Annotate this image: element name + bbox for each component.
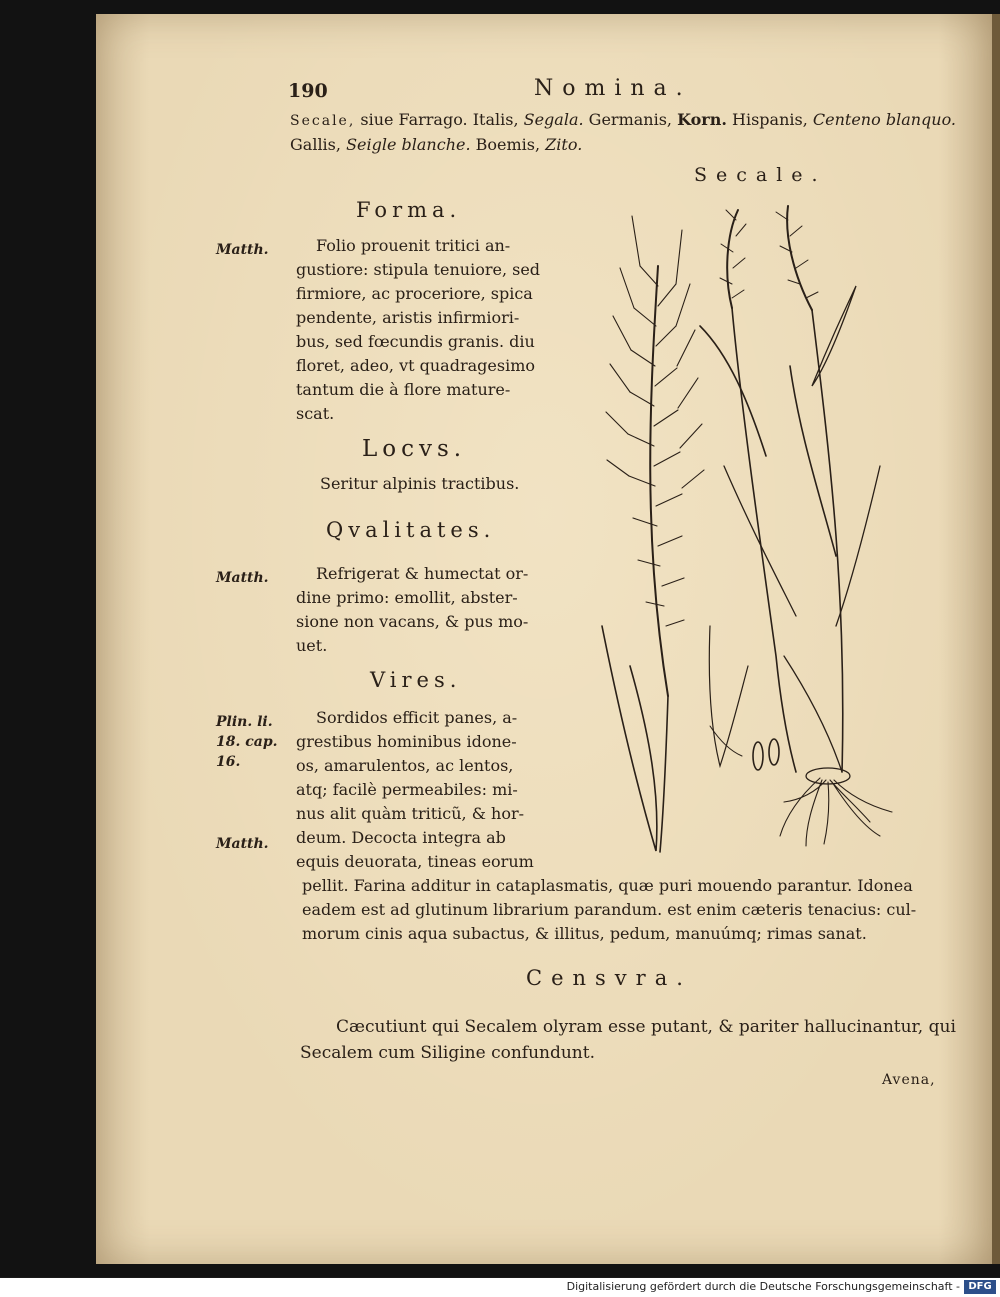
section-heading-vires: Vires. — [370, 668, 462, 692]
text-line: Cæcutiunt qui Secalem olyram esse putant, & pariter hallucinantur, qui — [336, 1017, 956, 1037]
section-heading-forma: Forma. — [356, 198, 462, 222]
text-line: pellit. Farina additur in cataplasmatis, quæ puri mouendo parantur. Idonea — [302, 876, 913, 895]
text-line: Folio prouenit tritici an- — [316, 236, 511, 255]
text-line: nus alit quàm triticũ, & hor- — [296, 804, 525, 823]
censura-text — [300, 1014, 970, 1066]
text-line: os, amarulentos, ac lentos, — [296, 756, 514, 775]
text-line: morum cinis aqua subactus, & illitus, pedum, manuúmq; rimas sanat. — [302, 924, 867, 943]
text-line: equis deuorata, tineas eorum — [296, 852, 534, 871]
figure-title: Secale. — [694, 164, 827, 186]
text-line: floret, adeo, vt quadragesimo — [296, 356, 535, 375]
footer-bar — [0, 1278, 1000, 1297]
text-line: dine primo: emollit, abster- — [296, 588, 518, 607]
text-line: firmiore, ac proceriore, spica — [296, 284, 533, 303]
rye-plant-woodcut — [580, 196, 910, 866]
vires-text — [296, 706, 552, 874]
text-line: atq; facilè permeabiles: mi- — [296, 780, 518, 799]
name-german: Korn. — [677, 110, 727, 129]
plant-names-paragraph — [290, 108, 962, 156]
section-heading-locus: Locvs. — [362, 436, 467, 462]
vires-wide-text — [302, 874, 962, 946]
text-line: bus, sed fœcundis granis. diu — [296, 332, 535, 351]
running-head: Nomina. — [534, 76, 692, 101]
text-line: deum. Decocta integra ab — [296, 828, 506, 847]
text-line: Sordidos efficit panes, a- — [316, 708, 518, 727]
text-line: eadem est ad glutinum librarium parandum. est enim cæteris tenacius: cul- — [302, 900, 917, 919]
text-line: gustiore: stipula tenuiore, sed — [296, 260, 541, 279]
name-text: Hispanis, — [726, 110, 813, 129]
margin-note-qualitates: Matth. — [216, 570, 269, 586]
name-italian: Segala. — [523, 110, 584, 129]
page-edge — [992, 14, 1000, 1264]
text-line: grestibus hominibus idone- — [296, 732, 517, 751]
text-line: sione non vacans, & pus mo- — [296, 612, 529, 631]
name-latin: Secale, — [290, 113, 356, 129]
section-heading-censura: Censvra. — [526, 966, 692, 990]
margin-note-pliny: Plin. li. 18. cap. 16. — [216, 714, 278, 770]
locus-text — [320, 472, 576, 496]
qualitates-text — [296, 562, 552, 658]
name-text: siue Farrago. Italis, — [355, 110, 524, 129]
funding-notice: Digitalisierung gefördert durch die Deutsche Forschungsgemeinschaft - — [566, 1280, 960, 1293]
section-heading-qualitates: Qvalitates. — [326, 518, 496, 542]
dfg-logo: DFG — [964, 1280, 996, 1294]
name-text: Gallis, — [290, 135, 347, 154]
text-line: uet. — [296, 636, 328, 655]
margin-note-forma: Matth. — [216, 242, 269, 258]
text-line: scat. — [296, 404, 335, 423]
catchword: Avena, — [882, 1072, 936, 1088]
name-text: Germanis, — [583, 110, 678, 129]
text-line: Refrigerat & humectat or- — [316, 564, 529, 583]
name-bohemian: Zito. — [545, 135, 583, 154]
name-spanish: Centeno blanquo. — [812, 110, 957, 129]
page-number: 190 — [288, 80, 328, 102]
text-line: tantum die à flore mature- — [296, 380, 511, 399]
text-line: Seritur alpinis tractibus. — [320, 474, 520, 493]
text-line: Secalem cum Siligine confundunt. — [300, 1043, 595, 1063]
name-text: Boemis, — [470, 135, 546, 154]
text-line: pendente, aristis infirmiori- — [296, 308, 520, 327]
forma-text — [296, 234, 552, 426]
name-french: Seigle blanche. — [346, 135, 471, 154]
margin-note-vires: Matth. — [216, 836, 269, 852]
